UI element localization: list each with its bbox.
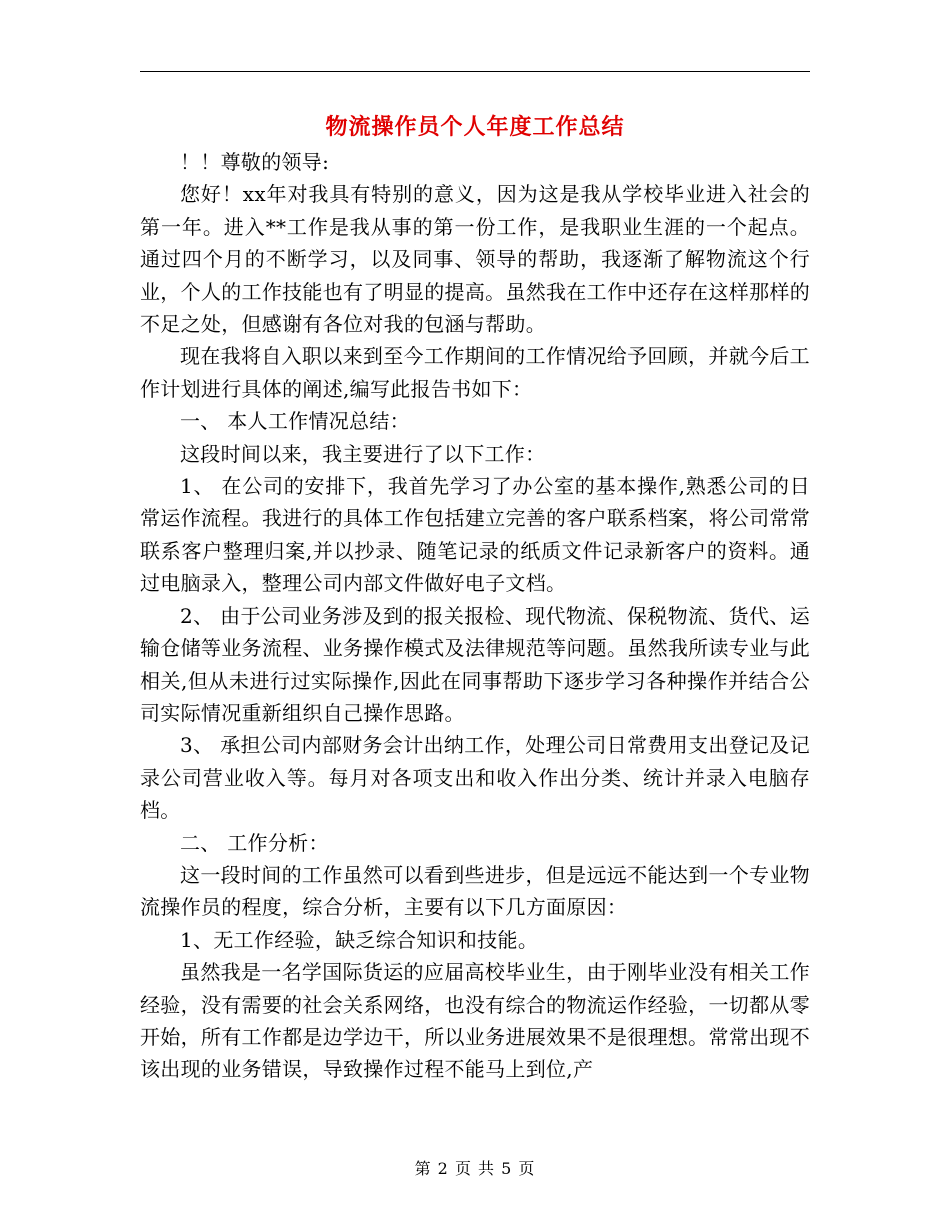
section-heading-2: 二、 工作分析：	[180, 830, 329, 855]
paragraph-analysis: 这一段时间的工作虽然可以看到些进步，但是远远不能达到一个专业物流操作员的程度，综合分析，主要有以下几方面原因：	[140, 862, 810, 920]
list-item-1: 1、 在公司的安排下，我首先学习了办公室的基本操作,熟悉公司的日常运作流程。我进行的具体工作包括建立完善的客户联系档案，将公司常常联系客户整理归案,并以抄录、随笔记录的纸质文件记录新客户的资料。通过电脑录入，整理公司内部文件做好电子文档。	[140, 474, 810, 596]
salutation: ！！尊敬的领导:	[180, 150, 330, 174]
header-rule	[140, 71, 810, 72]
page-number: 第 2 页 共 5 页	[414, 1159, 536, 1178]
section-heading-1: 一、 本人工作情况总结：	[180, 409, 410, 434]
paragraph-review: 现在我将自入职以来到至今工作期间的工作情况给予回顾，并就今后工作计划进行具体的阐述,编写此报告书如下：	[140, 344, 810, 401]
document-body	[140, 146, 810, 1086]
paragraph-detail: 虽然我是一名学国际货运的应届高校毕业生，由于刚毕业没有相关工作经验，没有需要的社会关系网络，也没有综合的物流运作经验，一切都从零开始，所有工作都是边学边干，所以业务进展效果不是很理想。常常出现不该出现的业务错误，导致操作过程不能马上到位,产	[140, 960, 810, 1082]
paragraph-intro: 您好！xx年对我具有特别的意义，因为这是我从学校毕业进入社会的第一年。进入**工作是我从事的第一份工作，是我职业生涯的一个起点。通过四个月的不断学习，以及同事、领导的帮助，我逐渐了解物流这个行业，个人的工作技能也有了明显的提高。虽然我在工作中还存在这样那样的不足之处，但感谢有各位对我的包涵与帮助。	[140, 182, 810, 337]
analysis-item-1: 1、无工作经验，缺乏综合知识和技能。	[180, 927, 539, 952]
list-item-3: 3、 承担公司内部财务会计出纳工作，处理公司日常费用支出登记及记录公司营业收入等。每月对各项支出和收入作出分类、统计并录入电脑存档。	[140, 733, 810, 823]
list-item-2: 2、 由于公司业务涉及到的报关报检、现代物流、保税物流、货代、运输仓储等业务流程、业务操作模式及法律规范等问题。虽然我所读专业与此相关,但从未进行过实际操作,因此在同事帮助下逐步学习各种操作并结合公司实际情况重新组织自己操作思路。	[140, 603, 810, 725]
paragraph-lead: 这段时间以来，我主要进行了以下工作：	[180, 441, 546, 466]
document-title: 物流操作员个人年度工作总结	[325, 114, 625, 140]
